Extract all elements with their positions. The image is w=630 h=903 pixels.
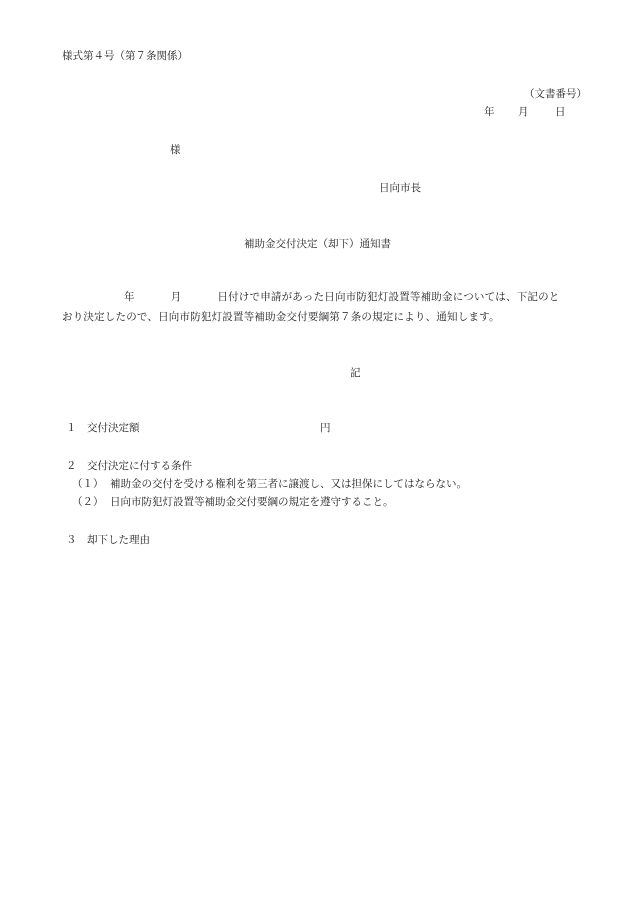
body-line-2: おり決定したので、日向市防犯灯設置等補助金交付要綱第７条の規定により、通知します。 — [62, 311, 500, 323]
document-number: （文書番号） — [524, 88, 587, 100]
body-paragraph — [62, 287, 594, 327]
body-year: 年 — [124, 291, 135, 303]
date-day: 日 — [555, 106, 566, 118]
condition-2-number: （２） — [72, 496, 104, 508]
condition-2-text: 日向市防犯灯設置等補助金交付要綱の規定を遵守すること。 — [110, 496, 394, 508]
date-month: 月 — [518, 106, 529, 118]
body-line-1 — [62, 287, 594, 307]
document-title: 補助金交付決定（却下）通知書 — [244, 238, 391, 250]
sender-name: 日向市長 — [379, 182, 421, 194]
item2-label: 交付決定に付する条件 — [87, 460, 192, 472]
form-label: 様式第４号（第７条関係） — [62, 50, 188, 62]
item1-unit: 円 — [320, 422, 331, 434]
addressee-suffix: 様 — [170, 144, 181, 156]
date-year: 年 — [484, 106, 495, 118]
condition-1-number: （１） — [72, 478, 104, 490]
body-line1-rest: 日付けで申請があった日向市防犯灯設置等補助金については、下記のと — [217, 291, 560, 303]
item2-number: ２ — [66, 460, 77, 472]
condition-1-text: 補助金の交付を受ける権利を第三者に譲渡し、又は担保にしてはならない。 — [110, 478, 467, 490]
item3-number: ３ — [66, 534, 77, 546]
item1-label: 交付決定額 — [87, 422, 140, 434]
ki-heading: 記 — [350, 367, 361, 379]
item1-number: １ — [66, 422, 77, 434]
body-month: 月 — [170, 291, 182, 303]
item3-label: 却下した理由 — [87, 534, 150, 546]
